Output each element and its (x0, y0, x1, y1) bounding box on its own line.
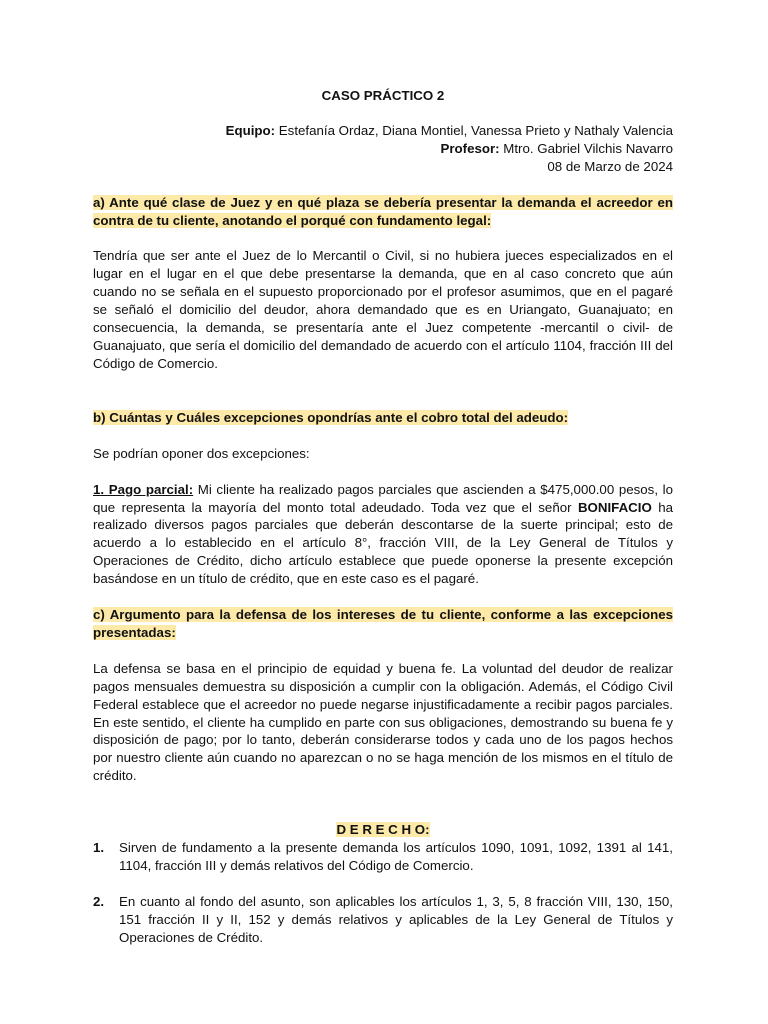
professor-line (93, 140, 673, 158)
derecho-list (93, 839, 673, 947)
team-value: Estefanía Ordaz, Diana Montiel, Vanessa Prieto y Nathaly Valencia (275, 122, 673, 138)
question-a-text: a) Ante qué clase de Juez y en qué plaza se debería presentar la demanda el acreedor en contra de tu cliente, anotando el porqué con fundamento legal: (93, 194, 673, 228)
derecho-item-1 (93, 839, 673, 875)
question-c-text: c) Argumento para la defensa de los intereses de tu cliente, conforme a las excepciones presentadas: (93, 607, 673, 640)
derecho-heading-row (93, 821, 673, 839)
derecho-item-2 (93, 893, 673, 947)
answer-b-intro: Se podrían oponer dos excepciones: (93, 445, 310, 461)
team-line (93, 122, 673, 140)
exception-item-1-label: 1. Pago parcial: (93, 481, 194, 497)
derecho-item-1-text: Sirven de fundamento a la presente demanda los artículos 1090, 1091, 1092, 1391 al 141, 1104, fracción III y demás relativos del Código de Comercio. (119, 840, 673, 873)
document-title: CASO PRÁCTICO 2 (321, 88, 445, 103)
derecho-item-1-number: 1. (93, 840, 105, 856)
team-label: Equipo: (225, 122, 276, 138)
professor-label: Profesor: (440, 140, 500, 156)
header-info (93, 122, 673, 176)
question-c (93, 606, 673, 642)
document-body (93, 87, 673, 947)
question-b-text: b) Cuántas y Cuáles excepciones opondrías ante el cobro total del adeudo: (93, 409, 569, 425)
derecho-item-2-text: En cuanto al fondo del asunto, son aplicables los artículos 1, 3, 5, 8 fracción VIII, 130, 150, 151 fracción II y II, 152 y demás relativos y aplicables de la Ley General de Títulos y Operaciones de Crédito. (119, 893, 673, 945)
exception-item-1 (93, 481, 673, 588)
exception-item-1-text-b: ha realizado diversos pagos parciales que deberán descontarse de la suerte principal; esto de acuerdo a lo establecido en el artículo 8°, fracción VIII, de la Ley General de Títulos y Operaciones de Crédito, dicho artículo establece que puede oponerse la presente excepción basándose en un título de crédito, que en este caso es el pagaré. (93, 499, 673, 587)
question-a (93, 194, 673, 230)
client-name: BONIFACIO (577, 499, 652, 515)
answer-a: Tendría que ser ante el Juez de lo Mercantil o Civil, si no hubiera jueces especializados en el lugar en el lugar en el que debe presentarse la demanda, que en al caso concreto que aún cuando no se señala en el supuesto proporcionado por el profesor asumimos, que en el pagaré se señaló el domicilio del deudor, ahora demandado que es en Uriangato, Guanajuato; en consecuencia, la demanda, se presentaría ante el Juez competente -mercantil o civil- de Guanajuato, que sería el domicilio del demandado de acuerdo con el artículo 1104, fracción III del Código de Comercio. (93, 248, 673, 371)
exception-item-1-text-a: Mi cliente ha realizado pagos parciales que ascienden a $475,000.00 pesos, lo que representa la mayoría del monto total adeudado. Toda vez que el señor (93, 481, 673, 515)
derecho-item-2-number: 2. (93, 893, 105, 909)
derecho-heading: D E R E C H O: (336, 822, 430, 838)
answer-c: La defensa se basa en el principio de equidad y buena fe. La voluntad del deudor de realizar pagos mensuales demuestra su disposición a cumplir con la obligación. Además, el Código Civil Federal establece que el acreedor no puede negarse injustificadamente a recibir pagos parciales. En este sentido, el cliente ha cumplido en parte con sus obligaciones, demostrando su buena fe y disposición de pago; por lo tanto, deberán considerarse todos y cada uno de los pagos hechos por nuestro cliente aún cuando no aparezcan o no se haga mención de los mismos en el título de crédito. (93, 660, 673, 784)
document-date: 08 de Marzo de 2024 (547, 158, 673, 174)
professor-value: Mtro. Gabriel Vilchis Navarro (499, 140, 673, 156)
question-b (93, 409, 673, 427)
